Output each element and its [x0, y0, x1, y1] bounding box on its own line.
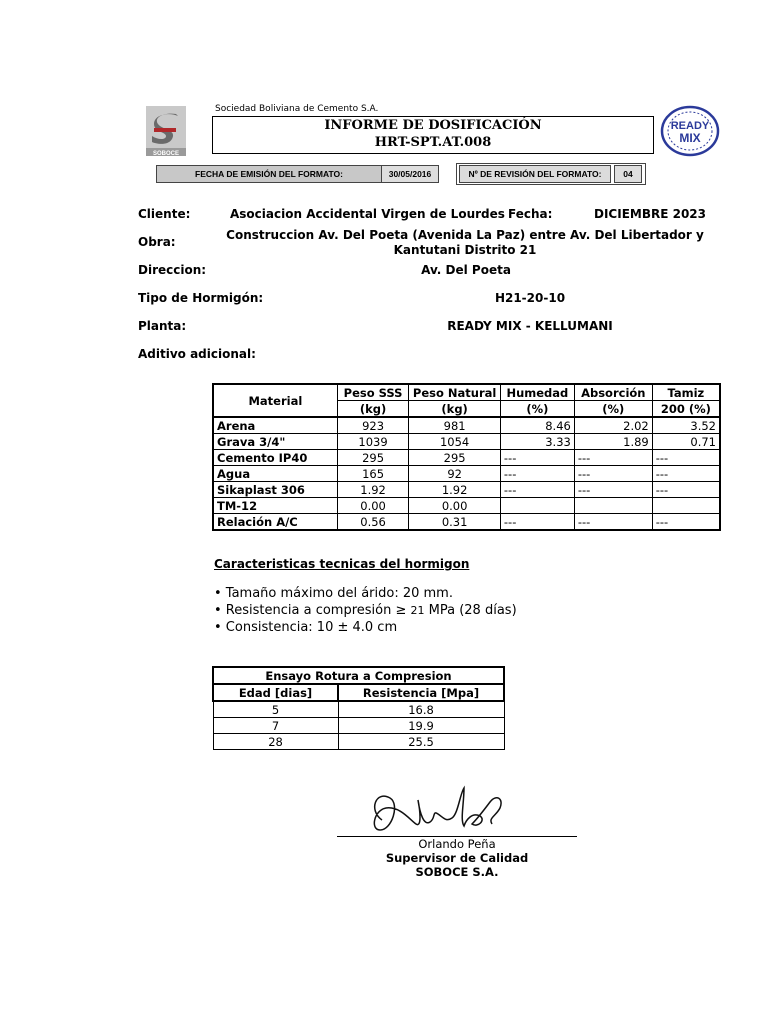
rotura-table [212, 666, 505, 750]
direccion-label: Direccion: [138, 263, 207, 277]
edad: 7 [213, 718, 338, 734]
planta-label: Planta: [138, 319, 187, 333]
direccion-value: Av. Del Poeta [421, 263, 511, 277]
edad: 28 [213, 734, 338, 750]
signature [360, 780, 540, 840]
obra-label: Obra: [138, 235, 176, 249]
rotura-title-row [213, 667, 504, 684]
peso-natural: 1.92 [409, 482, 501, 498]
header-sss-2: (kg) [337, 401, 409, 418]
header-hum-1: Humedad [500, 384, 574, 401]
header-tam-1: Tamiz [652, 384, 720, 401]
peso-natural: 981 [409, 417, 501, 434]
peso-natural: 0.00 [409, 498, 501, 514]
title-box [212, 116, 654, 154]
absorcion: 1.89 [574, 434, 652, 450]
tamiz: --- [652, 482, 720, 498]
tipo-label: Tipo de Hormigón: [138, 291, 264, 305]
peso-sss: 1.92 [337, 482, 409, 498]
humedad: 3.33 [500, 434, 574, 450]
peso-sss: 1039 [337, 434, 409, 450]
peso-natural: 0.31 [409, 514, 501, 531]
bullet-tamano: • Tamaño máximo del árido: 20 mm. [214, 586, 453, 601]
peso-natural: 92 [409, 466, 501, 482]
header-resistencia: Resistencia [Mpa] [338, 684, 504, 701]
humedad: --- [500, 514, 574, 531]
company-name: Sociedad Boliviana de Cemento S.A. [215, 104, 379, 114]
soboce-logo-text: SOBOCE [152, 151, 180, 156]
table-row [213, 718, 504, 734]
resistencia: 19.9 [338, 718, 504, 734]
header-nat-2: (kg) [409, 401, 501, 418]
caracteristicas-title: Caracteristicas tecnicas del hormigon [214, 557, 470, 571]
peso-sss: 165 [337, 466, 409, 482]
soboce-logo [146, 106, 186, 156]
table-row [213, 498, 720, 514]
header-nat-1: Peso Natural [409, 384, 501, 401]
signer-name: Orlando Peña [418, 837, 496, 851]
aditivo-label: Aditivo adicional: [138, 347, 256, 361]
rotura-title: Ensayo Rotura a Compresion [213, 667, 504, 684]
bullet-resistencia-b: 21 [410, 604, 425, 617]
peso-sss: 0.00 [337, 498, 409, 514]
fecha-label: Fecha: [508, 207, 553, 221]
material-name: Agua [213, 466, 337, 482]
table-row [213, 482, 720, 498]
peso-natural: 1054 [409, 434, 501, 450]
revision-value: 04 [614, 165, 642, 183]
signature-block [337, 837, 577, 879]
report-title: INFORME DE DOSIFICACIÓN [324, 118, 542, 133]
table-row [213, 514, 720, 531]
bullet-consistencia: • Consistencia: 10 ± 4.0 cm [214, 620, 398, 635]
table-row [213, 466, 720, 482]
material-name: Sikaplast 306 [213, 482, 337, 498]
bullet-resistencia-c: MPa (28 días) [424, 603, 517, 618]
material-name: Relación A/C [213, 514, 337, 531]
report-code: HRT-SPT.AT.008 [374, 135, 492, 150]
ready-logo-text-2: MIX [679, 131, 701, 145]
table-row [213, 450, 720, 466]
fecha-value: DICIEMBRE 2023 [594, 207, 706, 221]
absorcion: 2.02 [574, 417, 652, 434]
material-name: Cemento IP40 [213, 450, 337, 466]
absorcion: --- [574, 482, 652, 498]
materials-header-row [213, 384, 720, 401]
humedad: 8.46 [500, 417, 574, 434]
tamiz: 3.52 [652, 417, 720, 434]
caracteristicas-list [214, 585, 517, 636]
peso-natural: 295 [409, 450, 501, 466]
tamiz [652, 498, 720, 514]
revision-label: Nº DE REVISIÓN DEL FORMATO: [459, 165, 611, 183]
ready-mix-logo [660, 105, 720, 157]
header-abs-2: (%) [574, 401, 652, 418]
header-sss-1: Peso SSS [337, 384, 409, 401]
tipo-value: H21-20-10 [494, 291, 566, 305]
absorcion: --- [574, 450, 652, 466]
table-row [213, 417, 720, 434]
resistencia: 16.8 [338, 701, 504, 718]
material-name: Arena [213, 417, 337, 434]
cliente-label: Cliente: [138, 207, 191, 221]
resistencia: 25.5 [338, 734, 504, 750]
emission-label: FECHA DE EMISIÓN DEL FORMATO: [156, 165, 382, 183]
planta-value: READY MIX - KELLUMANI [447, 319, 613, 333]
table-row [213, 434, 720, 450]
table-row [213, 734, 504, 750]
absorcion: --- [574, 466, 652, 482]
ready-logo-text-1: READY [670, 120, 710, 132]
signer-role: Supervisor de Calidad [385, 851, 529, 865]
peso-sss: 923 [337, 417, 409, 434]
signer-company: SOBOCE S.A. [415, 865, 499, 879]
tamiz: 0.71 [652, 434, 720, 450]
tamiz: --- [652, 514, 720, 531]
obra-value-line-2: Kantutani Distrito 21 [393, 243, 537, 257]
table-row [213, 701, 504, 718]
material-name: Grava 3/4" [213, 434, 337, 450]
material-name: TM-12 [213, 498, 337, 514]
absorcion [574, 498, 652, 514]
humedad: --- [500, 482, 574, 498]
absorcion: --- [574, 514, 652, 531]
humedad [500, 498, 574, 514]
bullet-resistencia-a: • Resistencia a compresión ≥ [214, 603, 411, 618]
header-tam-2: 200 (%) [652, 401, 720, 418]
peso-sss: 295 [337, 450, 409, 466]
bullet-resistencia [214, 602, 517, 619]
humedad: --- [500, 450, 574, 466]
edad: 5 [213, 701, 338, 718]
cliente-value: Asociacion Accidental Virgen de Lourdes [230, 207, 505, 221]
emission-value: 30/05/2016 [381, 165, 439, 183]
rotura-header-row [213, 684, 504, 701]
obra-value-line-1: Construccion Av. Del Poeta (Avenida La Paz) entre Av. Del Libertador y [226, 228, 704, 242]
header-material: Material [213, 384, 337, 417]
tamiz: --- [652, 466, 720, 482]
humedad: --- [500, 466, 574, 482]
header-edad: Edad [dias] [213, 684, 338, 701]
peso-sss: 0.56 [337, 514, 409, 531]
header-hum-2: (%) [500, 401, 574, 418]
header-abs-1: Absorción [574, 384, 652, 401]
tamiz: --- [652, 450, 720, 466]
materials-table [212, 383, 721, 531]
